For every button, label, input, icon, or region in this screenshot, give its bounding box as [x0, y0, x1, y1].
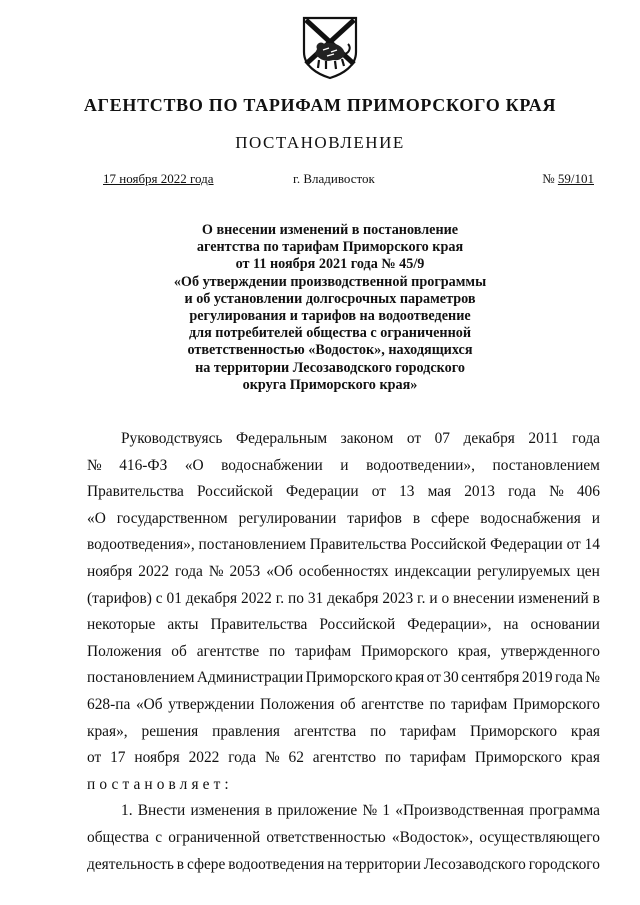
body-word: программа	[529, 802, 600, 820]
body-word: года	[175, 562, 203, 580]
body-word: регулировании	[238, 509, 337, 527]
body-word: 406	[576, 483, 600, 501]
body-word: и	[429, 589, 438, 607]
body-word: г.	[275, 589, 285, 607]
body-word: с	[155, 589, 163, 607]
body-word: от	[566, 536, 581, 554]
body-word: №	[549, 483, 564, 501]
body-word: Федерации»,	[407, 616, 492, 634]
body-word: постановлением	[198, 536, 306, 554]
body-word: территории	[345, 855, 421, 873]
body-word: Федеральным	[235, 430, 328, 447]
body-word: водоснабжении	[221, 456, 323, 474]
body-word: постановлением	[492, 456, 600, 474]
body-line	[87, 665, 600, 692]
body-line	[87, 745, 600, 772]
subject-line: от 11 ноября 2021 года № 45/9	[235, 256, 425, 273]
body-word: Правительства	[87, 483, 184, 501]
body-word: тарифам	[409, 749, 467, 767]
document-type-title: ПОСТАНОВЛЕНИЕ	[235, 133, 405, 152]
body-line	[87, 426, 600, 453]
body-word: «О	[184, 456, 204, 474]
body-word: 628-па	[87, 695, 131, 713]
body-word: года	[572, 430, 600, 447]
body-word: «О	[87, 509, 106, 527]
body-word: изменения	[190, 802, 260, 820]
body-word: 416-ФЗ	[119, 456, 168, 474]
body-word: на	[503, 616, 519, 634]
body-word: Российской	[319, 616, 396, 634]
body-line	[87, 479, 600, 506]
subject-line: для потребителей общества с ограниченной	[188, 325, 472, 342]
body-word: 2023	[382, 589, 414, 607]
body-word: основании	[530, 616, 600, 634]
body-word: 13	[399, 483, 415, 501]
body-line	[87, 586, 600, 613]
body-word: водоотведения»,	[87, 536, 195, 554]
body-word: в	[176, 855, 185, 873]
body-word: края	[570, 722, 600, 740]
body-word: Приморского	[305, 669, 393, 687]
body-word: декабря	[463, 430, 515, 447]
body-word: 01	[166, 589, 182, 607]
body-word: тарифов	[347, 509, 402, 527]
body-word: регулируемых	[477, 562, 571, 580]
body-line	[87, 639, 600, 666]
body-word: цен	[576, 562, 600, 580]
body-word: осуществляющего	[479, 828, 600, 846]
body-word: 2022	[188, 749, 220, 767]
body-word: №	[87, 456, 102, 474]
body-word: Приморского	[470, 722, 558, 740]
body-word: Внести	[137, 802, 186, 820]
body-word: Приморского	[474, 749, 562, 767]
body-word: утверждении	[168, 695, 255, 713]
body-word: особенностях	[298, 562, 389, 580]
body-line	[87, 506, 600, 533]
body-word: Правительства	[309, 536, 407, 554]
body-word: края	[570, 749, 600, 767]
body-word: акты	[167, 616, 199, 634]
body-line	[87, 612, 600, 639]
body-word: №	[208, 562, 224, 580]
body-word: 2013	[464, 483, 495, 501]
body-word: 2053	[229, 562, 261, 580]
body-word: государственном	[116, 509, 228, 527]
body-word: в	[592, 589, 600, 607]
document-subject	[100, 222, 560, 394]
body-word: правления	[212, 722, 281, 740]
body-word: 1.	[121, 802, 133, 820]
body-word: Российской	[410, 536, 487, 554]
body-line	[87, 825, 600, 852]
body-word: внесении	[453, 589, 515, 607]
body-word: от	[406, 430, 422, 447]
body-word: от	[87, 749, 102, 767]
body-word: в	[265, 802, 273, 820]
body-word: законом	[340, 430, 394, 447]
body-word: приложение	[277, 802, 358, 820]
body-word: ноября	[87, 562, 133, 580]
number-sign: №	[542, 171, 555, 186]
body-word: «Об	[135, 695, 163, 713]
body-word: Правительства	[210, 616, 308, 634]
body-line	[87, 798, 600, 825]
body-word: и	[340, 456, 349, 474]
body-word: 1	[382, 802, 391, 820]
body-word: городского	[528, 855, 600, 873]
body-word: Лесозаводского	[423, 855, 526, 873]
body-word: Положения	[260, 695, 335, 713]
subject-line: «Об утверждении производственной программы	[173, 273, 487, 290]
body-word: 30	[443, 669, 459, 687]
body-word: «Водосток»,	[391, 828, 474, 846]
body-word: года	[508, 483, 536, 501]
body-word: тарифам	[451, 695, 508, 713]
body-word: решения	[141, 722, 199, 740]
body-word: об	[171, 642, 187, 660]
body-word: 2019	[521, 669, 553, 687]
body-word: агентстве	[196, 642, 260, 660]
body-word: по	[370, 722, 387, 740]
body-word: по	[429, 695, 446, 713]
body-word: по	[269, 642, 286, 660]
body-word: по	[384, 749, 401, 767]
resolution-word: постановляет:	[87, 775, 233, 793]
body-word: декабря	[327, 589, 379, 607]
body-word: 62	[288, 749, 304, 767]
body-word: агентства	[293, 722, 357, 740]
document-number	[542, 171, 594, 187]
coat-of-arms-emblem	[301, 14, 359, 80]
body-word: Российской	[196, 483, 273, 501]
body-word: (тарифов)	[87, 589, 152, 607]
body-word: по	[288, 589, 304, 607]
body-word: края	[395, 669, 425, 687]
body-word: сфере	[186, 855, 226, 873]
body-word: сентября	[461, 669, 520, 687]
body-word: «Производственная	[395, 802, 525, 820]
body-word: с	[155, 828, 163, 846]
subject-line: на территории Лесозаводского городского	[195, 359, 465, 376]
body-word: №	[585, 669, 600, 687]
body-line	[87, 692, 600, 719]
body-word: от	[426, 669, 441, 687]
body-word: 14	[584, 536, 600, 554]
body-word: Приморского	[512, 695, 600, 713]
body-word: края,	[457, 642, 491, 660]
body-line	[87, 453, 600, 480]
body-word: края»,	[87, 722, 128, 740]
body-word: ограниченной	[168, 828, 261, 846]
body-word: года	[555, 669, 583, 687]
body-word: на	[327, 855, 343, 873]
body-word: года	[228, 749, 257, 767]
subject-line: регулирования и тарифов на водоотведение	[189, 308, 471, 325]
subject-line: округа Приморского края»	[242, 376, 418, 393]
subject-line: агентства по тарифам Приморского края	[196, 239, 464, 256]
body-word: об	[340, 695, 356, 713]
body-word: ответственностью	[266, 828, 386, 846]
body-word: агентстве	[361, 695, 424, 713]
body-line	[87, 532, 600, 559]
body-line	[87, 719, 600, 746]
body-word: изменений	[518, 589, 589, 607]
body-word: г.	[417, 589, 426, 607]
body-word: 17	[110, 749, 126, 767]
body-word: индексации	[394, 562, 472, 580]
subject-line: и об установлении долгосрочных параметров	[184, 290, 476, 307]
body-word: Администрации	[196, 669, 304, 687]
body-word: тарифам	[399, 722, 457, 740]
body-word: мая	[427, 483, 452, 501]
body-word: в	[412, 509, 421, 527]
body-word: ноября	[134, 749, 180, 767]
body-word: Руководствуясь	[121, 430, 223, 447]
body-word: агентство	[312, 749, 377, 767]
body-word: некоторые	[87, 616, 156, 634]
body-word: водоотведении»,	[366, 456, 475, 474]
body-word: 2022	[138, 562, 170, 580]
body-word: «Об	[266, 562, 293, 580]
document-date: 17 ноября 2022 года	[103, 171, 214, 186]
agency-title: АГЕНТСТВО ПО ТАРИФАМ ПРИМОРСКОГО КРАЯ	[83, 95, 557, 115]
body-line	[87, 852, 600, 879]
body-word: тарифам	[294, 642, 352, 660]
number-value: 59/101	[557, 171, 594, 186]
body-word: 2011	[528, 430, 559, 447]
subject-line: ответственностью «Водосток», находящихся	[187, 342, 473, 359]
body-word: Федерации	[285, 483, 359, 501]
body-word: №	[264, 749, 280, 767]
body-word: декабря	[185, 589, 238, 607]
body-word: Положения	[87, 642, 162, 660]
body-word: Приморского	[361, 642, 449, 660]
body-word: сфере	[431, 509, 470, 527]
document-city: г. Владивосток	[293, 171, 375, 186]
body-word: деятельность	[87, 855, 174, 873]
body-word: и	[591, 509, 600, 527]
document-body	[87, 426, 600, 878]
body-word: о	[441, 589, 450, 607]
body-word: общества	[87, 828, 150, 846]
body-word: 07	[434, 430, 450, 447]
body-word: водоснабжения	[480, 509, 581, 527]
body-word: от	[371, 483, 386, 501]
body-word: водоотведения	[228, 855, 325, 873]
body-word: 31	[307, 589, 324, 607]
body-word: утвержденного	[500, 642, 600, 660]
body-word: постановлением	[87, 669, 195, 687]
body-line	[87, 559, 600, 586]
subject-line: О внесении изменений в постановление	[201, 222, 459, 238]
body-word: №	[362, 802, 378, 820]
body-word: Федерации	[490, 536, 563, 554]
body-word: 2022	[241, 589, 272, 607]
